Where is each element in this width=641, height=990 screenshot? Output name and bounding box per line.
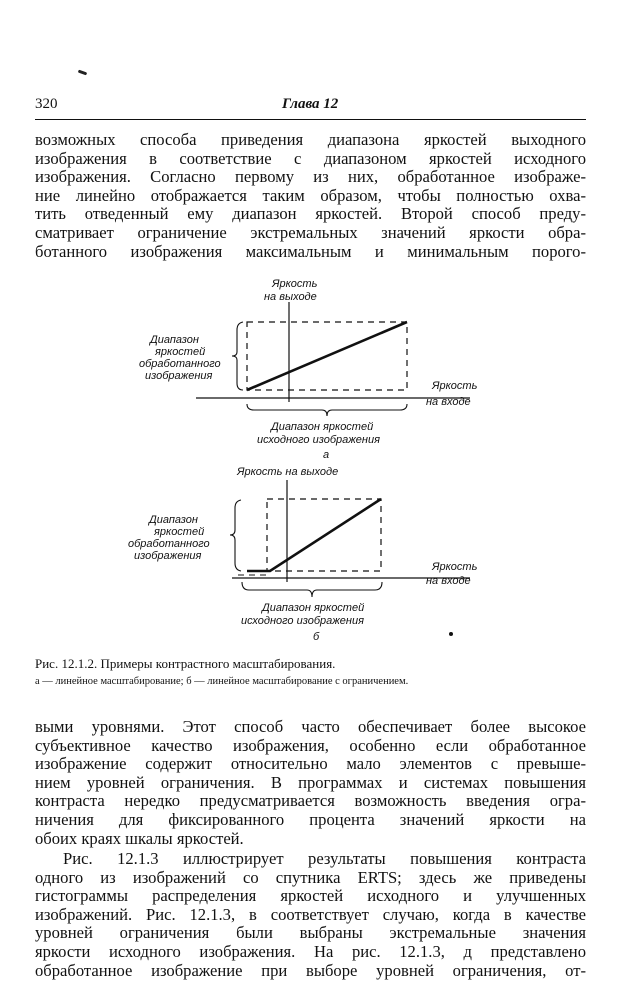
text-line: ничения для фиксированного процента значений яркости на bbox=[35, 809, 586, 829]
x-axis-label-b-2: на входе bbox=[426, 575, 471, 587]
bottom-label-b-1: Диапазон яркостей bbox=[262, 602, 365, 614]
text-line: яркости исходного изображения. На рис. 12.1.3, д представлено bbox=[35, 941, 586, 961]
text-line: нием уровней ограничения. В программах и системах повышения bbox=[35, 772, 586, 792]
text-line: уровней ограничения были выбраны экстремальные значения bbox=[35, 923, 586, 943]
y-axis-label-a-line1: Яркость bbox=[272, 278, 318, 290]
paragraph-top bbox=[35, 131, 586, 261]
text-line: возможных способа приведения диапазона яркостей выходного bbox=[35, 130, 586, 149]
text-line: субъективное качество изображения, особенно если обработанное bbox=[35, 735, 586, 755]
text-line: ботанного изображения максимальным и минимальным порого- bbox=[35, 241, 586, 261]
contrast-figure bbox=[0, 270, 641, 650]
range-brace-a bbox=[232, 322, 243, 390]
bottom-brace-b bbox=[242, 582, 382, 597]
text-line: сматривает ограничение экстремальных значений яркости обра- bbox=[35, 222, 586, 242]
bottom-brace-a bbox=[247, 404, 407, 416]
figure-caption-subtitle: а — линейное масштабирование; б — линейное масштабирование с ограничением. bbox=[35, 676, 409, 687]
range-label-b-4: изображения bbox=[134, 550, 202, 562]
diagram-letter-a: а bbox=[323, 449, 330, 461]
text-line: изображения в соответствие с диапазоном яркостей исходного bbox=[35, 148, 586, 168]
range-label-b-3: обработанного bbox=[128, 538, 210, 550]
running-head: Глава 12 bbox=[282, 96, 339, 112]
speck-dot bbox=[449, 632, 453, 636]
bottom-label-a-1: Диапазон яркостей bbox=[271, 421, 374, 433]
y-axis-label-b: Яркость на выходе bbox=[237, 466, 339, 478]
text-line: выми уровнями. Этот способ часто обеспечивает более высокое bbox=[35, 717, 586, 736]
text-line: одного из изображений со спутника ERTS; здесь же приведены bbox=[35, 867, 586, 887]
range-label-a-4: изображения bbox=[145, 370, 213, 382]
text-line: изображений. Рис. 12.1.3, в соответствует случаю, когда в качестве bbox=[35, 904, 586, 924]
diagram-b bbox=[128, 466, 478, 643]
x-axis-label-a-1: Яркость bbox=[432, 380, 478, 392]
x-axis-label-a-2: на входе bbox=[426, 396, 471, 408]
text-line: ние линейно отображается таким образом, чтобы полностью охва- bbox=[35, 185, 586, 205]
paragraph-bottom bbox=[35, 850, 586, 980]
text-line: обоих краях шкалы яркостей. bbox=[35, 828, 244, 848]
transfer-line-a bbox=[247, 322, 407, 390]
text-line: изображение содержит относительно мало элементов с превыше- bbox=[35, 754, 586, 774]
y-axis-label-a-line2: на выходе bbox=[264, 291, 317, 303]
range-label-a-1: Диапазон bbox=[150, 334, 199, 346]
text-line: Рис. 12.1.3 иллюстрирует результаты повышения контраста bbox=[63, 849, 586, 868]
bottom-label-a-2: исходного изображения bbox=[257, 434, 380, 446]
range-brace-b bbox=[230, 500, 241, 571]
text-line: изображения. Согласно первому из них, обработанное изображе- bbox=[35, 167, 586, 187]
paragraph-mid bbox=[35, 718, 586, 848]
range-label-b-1: Диапазон bbox=[149, 514, 198, 526]
text-line: гистограммы распределения яркостей исходного и улучшенных bbox=[35, 886, 586, 906]
bottom-label-b-2: исходного изображения bbox=[241, 615, 364, 627]
figure-caption: Рис. 12.1.2. Примеры контрастного масштабирования. bbox=[35, 656, 336, 671]
x-axis-label-b-1: Яркость bbox=[432, 561, 478, 573]
page-number: 320 bbox=[35, 96, 58, 112]
range-label-a-2: яркостей bbox=[155, 346, 206, 358]
range-label-a-3: обработанного bbox=[139, 358, 221, 370]
speck-mark bbox=[78, 70, 87, 76]
text-line: обработанное изображение при выборе уровней ограничения, от- bbox=[35, 960, 586, 980]
header-rule bbox=[35, 119, 586, 120]
text-line: контраста нередко предусматривается возможность введения огра- bbox=[35, 791, 586, 811]
diagram-a bbox=[139, 278, 478, 461]
text-line: тить отведенный ему диапазон яркостей. Второй способ преду- bbox=[35, 204, 586, 224]
diagram-letter-b: б bbox=[313, 631, 320, 643]
range-label-b-2: яркостей bbox=[154, 526, 205, 538]
